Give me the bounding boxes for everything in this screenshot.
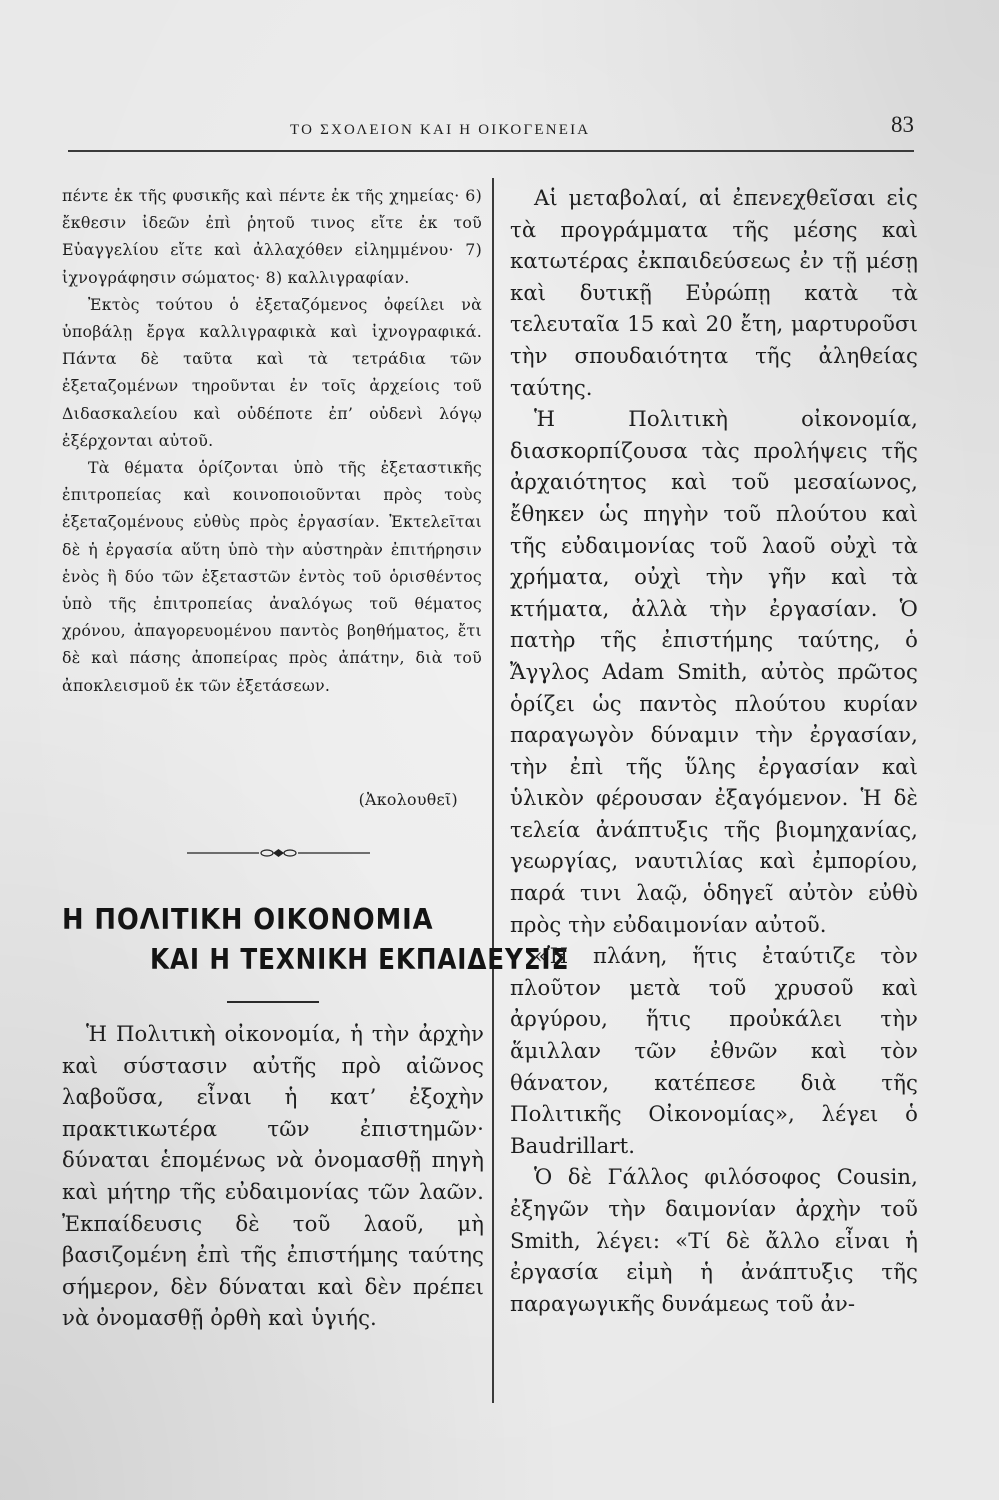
paragraph: Ἡ Πολιτικὴ οἰκονομία, διασκορπίζουσα τὰς προλήψεις τῆς ἀρχαιότητος καὶ τοῦ μεσαίωνος, ἔθηκεν ὡς πηγὴν τοῦ πλούτου καὶ τῆς εὐδαιμονίας τοῦ λαοῦ οὐχὶ τὰ χρήματα, οὐχὶ τὴν γῆν καὶ τὰ κτήματα, ἀλλὰ τὴν ἐργασίαν. Ὁ πατὴρ τῆς ἐπιστήμης ταύτης, ὁ Ἄγγλος Adam Smith, αὐτὸς πρῶτος ὁρίζει ὡς παντὸς πλούτου κυρίαν παραγωγὸν δύναμιν τὴν ἐργασίαν, τὴν ἐπὶ τῆς ὕλης ἐργασίαν καὶ ὑλικὸν φέρουσαν ἐξαγόμενον. Ἡ δὲ τελεία ἀνάπτυξις τῆς βιομηχανίας, γεωργίας, ναυτιλίας καὶ ἐμπορίου, παρά τινι λαῷ, ὁδηγεῖ αὐτὸν εὐθὺ πρὸς τὴν εὐδαιμονίαν αὐτοῦ.	[510, 406, 918, 937]
ornament-ring-right	[284, 850, 296, 856]
continuation-note: (Ἀκολουθεῖ)	[358, 790, 458, 809]
section-title-line2: ΚΑΙ Η ΤΕΧΝΙΚΗ ΕΚΠΑΙΔΕΥΣΙΣ	[150, 943, 570, 976]
ornament-divider	[187, 848, 370, 858]
paragraph: Ἡ Πολιτικὴ οἰκονομία, ἡ τὴν ἀρχὴν καὶ σύστασιν αὐτῆς πρὸ αἰῶνος λαβοῦσα, εἶναι ἡ κατ’ ἐξοχὴν πρακτικωτέρα τῶν ἐπιστημῶν· δύναται ἑπομένως νὰ ὀνομασθῇ πηγὴ καὶ μήτηρ τῆς εὐδαιμονίας τῶν λαῶν. Ἐκπαίδευσις δὲ τοῦ λαοῦ, μὴ βασιζομένη ἐπὶ τῆς ἐπιστήμης ταύτης σήμερον, δὲν δύναται καὶ δὲν πρέπει νὰ ὀνομασθῇ ὀρθὴ καὶ ὑγιής.	[62, 1021, 484, 1331]
header-rule	[68, 150, 914, 152]
right-column	[510, 182, 918, 1319]
page-number: 83	[891, 112, 914, 137]
left-column-top	[62, 182, 482, 699]
paragraph: Ὁ δὲ Γάλλος φιλόσοφος Cousin, ἐξηγῶν τὴν δαιμονίαν ἀρχὴν τοῦ Smith, λέγει: «Τί δὲ ἄλλο εἶναι ἡ ἐργασία εἰμὴ ἡ ἀνάπτυξις τῆς παραγωγικῆς δυνάμεως τοῦ ἀν-	[510, 1164, 918, 1316]
paragraph: Τὰ θέματα ὁρίζονται ὑπὸ τῆς ἐξεταστικῆς ἐπιτροπείας καὶ κοινοποιοῦνται πρὸς τοὺς ἐξεταζομένους εὐθὺς πρὸς ἐργασίαν. Ἐκτελεῖται δὲ ἡ ἐργασία αὕτη ὑπὸ τὴν αὐστηρὰν ἐπιτήρησιν ἑνὸς ἢ δύο τῶν ἐξεταστῶν ἐντὸς τοῦ ὁρισθέντος ὑπὸ τῆς ἐπιτροπείας ἀναλόγως τοῦ θέματος χρόνου, ἀπαγορευομένου παντὸς βοηθήματος, ἔτι δὲ καὶ πάσης ἀποπείρας πρὸς ἀπάτην, διὰ τοῦ ἀποκλεισμοῦ ἐκ τῶν ἐξετάσεων.	[62, 458, 482, 695]
title-rule	[227, 1001, 319, 1003]
section-title-line1: Η ΠΟΛΙΤΙΚΗ ΟΙΚΟΝΟΜΙΑ	[62, 903, 434, 936]
paragraph: πέντε ἐκ τῆς φυσικῆς καὶ πέντε ἐκ τῆς χημείας· 6) ἔκθεσιν ἰδεῶν ἐπὶ ῥητοῦ τινος εἴτε ἐκ τοῦ Εὐαγγελίου εἴτε καὶ ἀλλαχόθεν εἰλημμένου· 7) ἰχνογράφησιν σώματος· 8) καλλιγραφίαν.	[62, 186, 482, 287]
paragraph: Ἐκτὸς τούτου ὁ ἐξεταζόμενος ὀφείλει νὰ ὑποβάλῃ ἔργα καλλιγραφικὰ καὶ ἰχνογραφικά. Πάντα δὲ ταῦτα καὶ τὰ τετράδια τῶν ἐξεταζομένων τηροῦνται ἐν τοῖς ἀρχείοις τοῦ Διδασκαλείου καὶ οὐδέποτε ἐπ’ οὐδενὶ λόγῳ ἐξέρχονται αὐτοῦ.	[62, 294, 482, 450]
ornament-diamond	[273, 849, 284, 857]
column-rule	[492, 178, 494, 1403]
paragraph: Αἱ μεταβολαί, αἱ ἐπενεχθεῖσαι εἰς τὰ προγράμματα τῆς μέσης καὶ κατωτέρας ἐκπαιδεύσεως ἐν τῇ μέσῃ καὶ δυτικῇ Εὐρώπῃ κατὰ τὰ τελευταῖα 15 καὶ 20 ἔτη, μαρτυροῦσι τὴν σπουδαιότητα τῆς ἀληθείας ταύτης.	[510, 185, 918, 400]
paragraph: «Ἡ πλάνη, ἥτις ἐταύτιζε τὸν πλοῦτον μετὰ τοῦ χρυσοῦ καὶ ἀργύρου, ἥτις προὐκάλει τὴν ἅμιλλαν τῶν ἐθνῶν καὶ τὸν θάνατον, κατέπεσε διὰ τῆς Πολιτικῆς Οἰκονομίας», λέγει ὁ Baudrillart.	[510, 943, 918, 1158]
ornament-ring-left	[261, 850, 273, 856]
left-column-bottom	[62, 1018, 484, 1334]
running-title: ΤΟ ΣΧΟΛΕΙΟΝ ΚΑΙ Η ΟΙΚΟΓΕΝΕΙΑ	[290, 122, 591, 138]
